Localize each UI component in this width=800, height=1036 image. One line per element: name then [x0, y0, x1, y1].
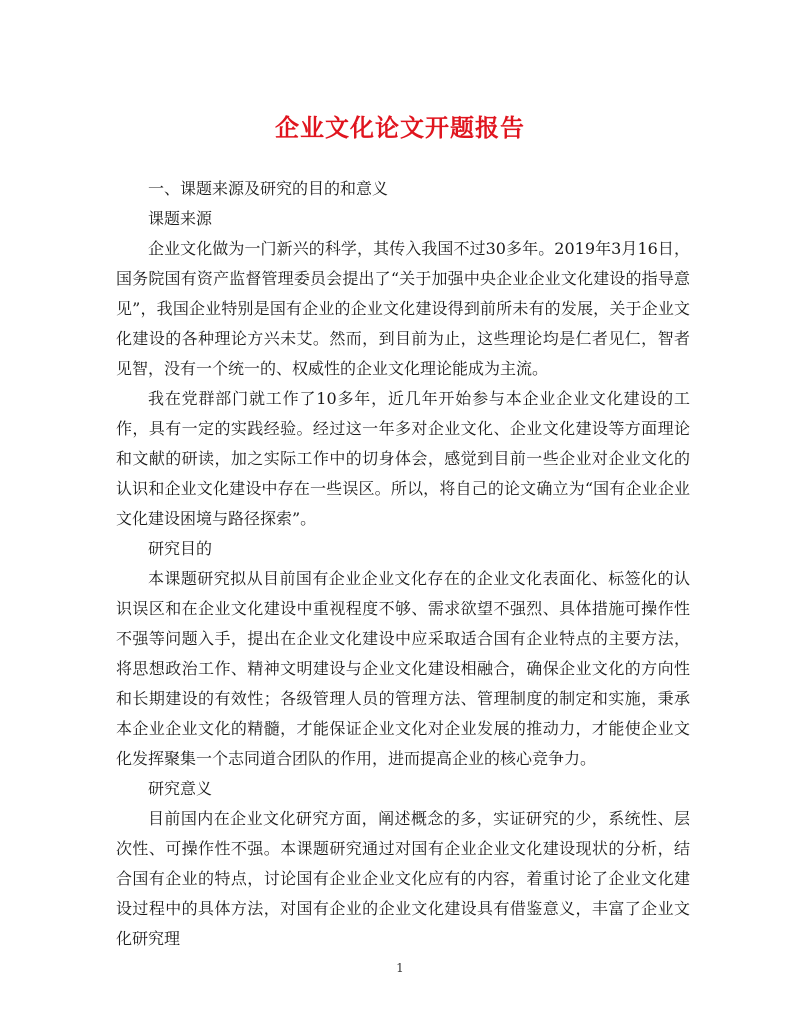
subheading-purpose: 研究目的 [148, 539, 213, 558]
page-number: 1 [396, 961, 404, 975]
paragraph-source-2: 我在党群部门就工作了10多年，近几年开始参与本企业企业文化建设的工作，具有一定的实践经验。经过这一年多对企业文化、企业文化建设等方面理论和文献的研读，加之实际工作中的切身体会，感觉到目前一些企业对企业文化的认识和企业文化建设中存在一些误区。所以，将自己的论文确立为“国有企业企业文化建设困境与路径探索”。 [116, 389, 690, 528]
document-title: 企业文化论文开题报告 [275, 113, 525, 142]
paragraph-source-1: 企业文化做为一门新兴的科学，其传入我国不过30多年。2019年3月16日，国务院国有资产监督管理委员会提出了“关于加强中央企业企业文化建设的指导意见”，我国企业特别是国有企业的企业文化建设得到前所未有的发展，关于企业文化建设的各种理论方兴未艾。然而，到目前为止，这些理论均是仁者见仁，智者见智，没有一个统一的、权威性的企业文化理论能成为主流。 [116, 239, 690, 378]
subheading-significance: 研究意义 [148, 779, 213, 798]
subheading-source: 课题来源 [148, 209, 213, 228]
document-body [116, 174, 690, 954]
paragraph-purpose: 本课题研究拟从目前国有企业企业文化存在的企业文化表面化、标签化的认识误区和在企业文化建设中重视程度不够、需求欲望不强烈、具体措施可操作性不强等问题入手，提出在企业文化建设中应采取适合国有企业特点的主要方法，将思想政治工作、精神文明建设与企业文化建设相融合，确保企业文化的方向性和长期建设的有效性；各级管理人员的管理方法、管理制度的制定和实施，秉承本企业企业文化的精髓，才能保证企业文化对企业发展的推动力，才能使企业文化发挥聚集一个志同道合团队的作用，进而提高企业的核心竞争力。 [116, 569, 690, 768]
paragraph-significance: 目前国内在企业文化研究方面，阐述概念的多，实证研究的少，系统性、层次性、可操作性不强。本课题研究通过对国有企业企业文化建设现状的分析，结合国有企业的特点，讨论国有企业企业文化应有的内容，着重讨论了企业文化建设过程中的具体方法，对国有企业的企业文化建设具有借鉴意义，丰富了企业文化研究理 [116, 809, 690, 948]
section-heading: 一、课题来源及研究的目的和意义 [148, 179, 389, 198]
